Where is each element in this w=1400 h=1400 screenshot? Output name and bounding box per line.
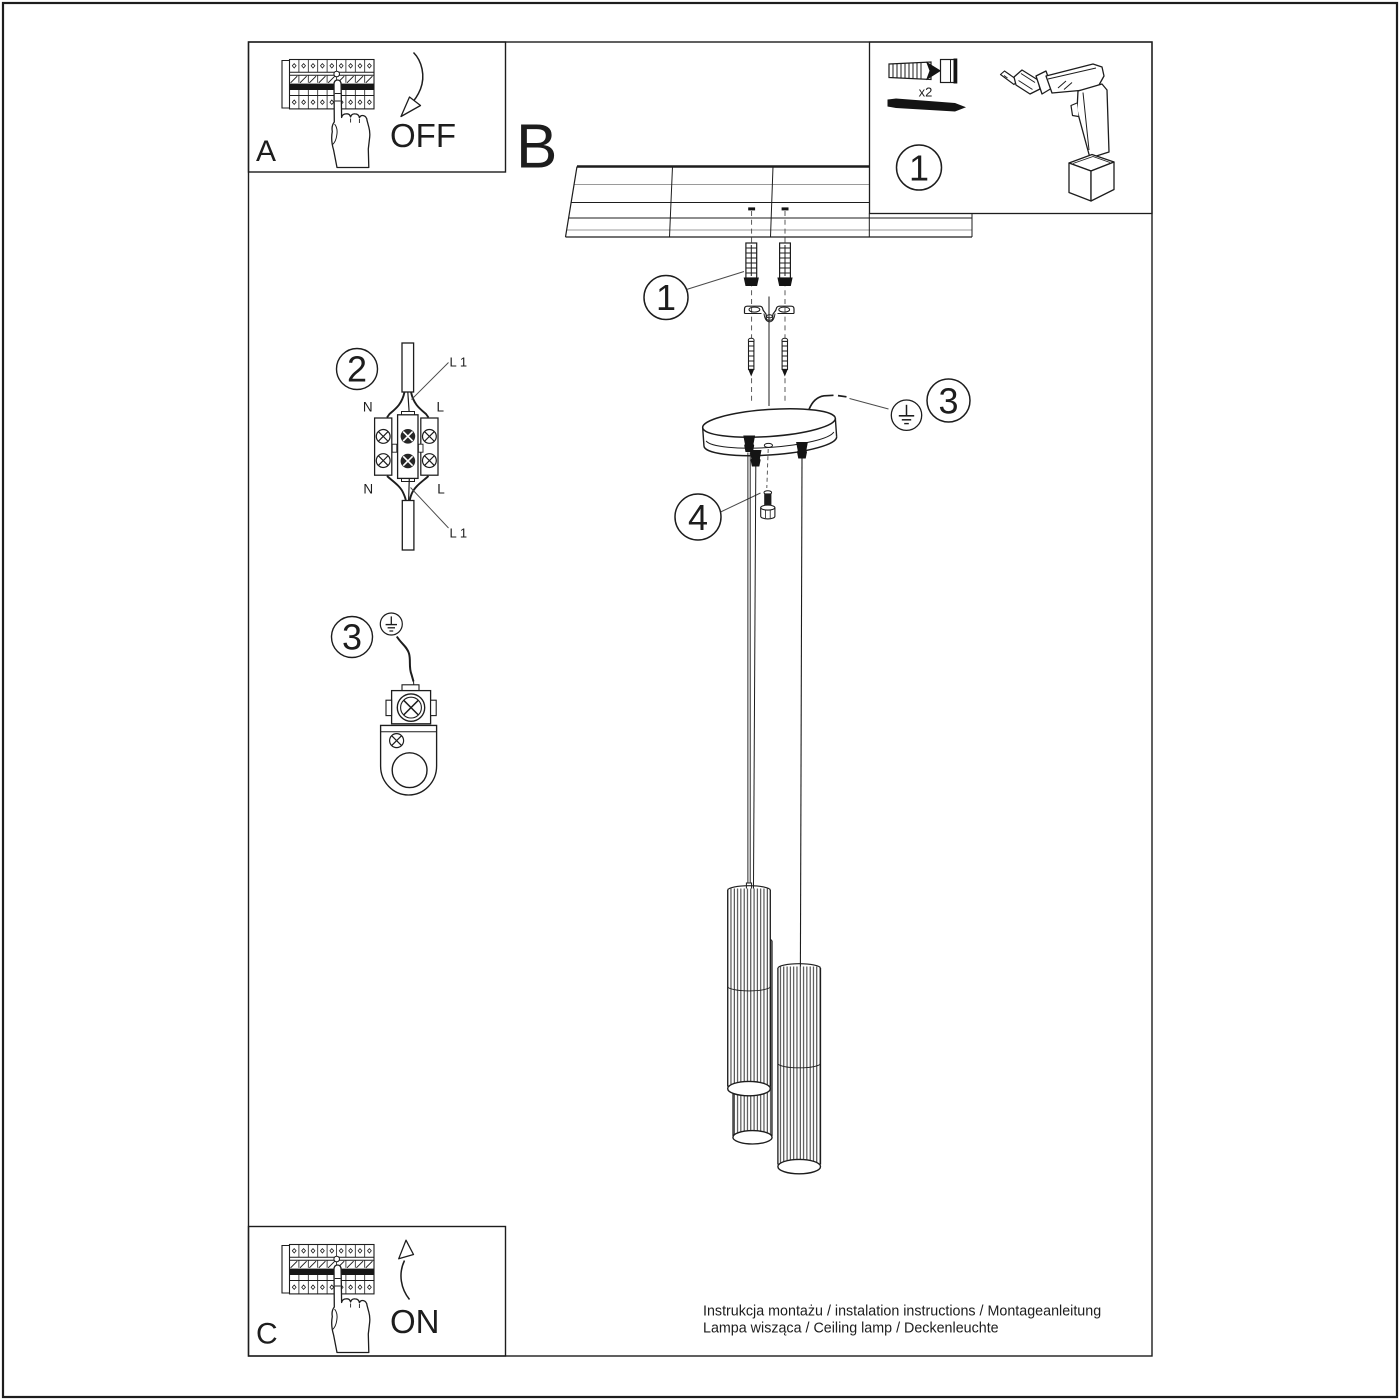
ground-symbol-main-icon [891,400,921,430]
live-label-top: L [436,399,444,415]
cable-sheath-bottom [402,501,414,551]
callout-4-number: 4 [687,497,709,538]
ceiling-canopy [702,405,838,460]
footer-line1: Instrukcja montażu / instalation instructions / Montageanleitung [703,1303,1102,1320]
neutral-label-top: N [362,399,373,415]
drill-icon [1001,64,1115,201]
callout-3-number: 3 [938,380,959,422]
cord-gland-left [743,436,755,453]
quantity-label: x2 [918,84,933,100]
callout-3-detail-number: 3 [341,616,363,658]
grounding-detail [332,613,437,795]
footer-line2: Lampa wisząca / Ceiling lamp / Deckenleuchte [703,1320,999,1337]
cord-gland-right [796,442,808,459]
panel-a [249,42,506,172]
canopy-screw-right-icon [782,338,788,376]
panel-c-label: C [256,1317,278,1351]
pendant-shade-right [778,964,821,1174]
footer-text [703,1304,1101,1337]
callout-1-number: 1 [655,277,677,318]
ceiling-hole-right [782,207,789,210]
panel-a-label: A [256,135,277,168]
cord-gland-middle [750,450,762,467]
off-arrow-icon [401,53,423,117]
screw-part-icon [888,99,967,112]
cable-sheath-top [402,343,414,392]
parts-panel [870,42,1153,214]
canopy-screw-left-icon [748,338,754,376]
wiring-detail [337,343,468,550]
ceiling-hole-left [748,207,755,210]
wall-plug-part-icon [889,59,957,84]
ground-symbol-detail-icon [380,613,402,635]
callout-2-number: 2 [346,348,368,390]
main-frame [249,42,1153,1356]
line-label-top: L 1 [449,354,468,370]
pendant-shade-tall [728,883,771,1096]
wall-plug-right-icon [777,243,792,286]
parts-step-number: 1 [908,147,930,189]
ground-wire [809,395,889,409]
callout-1 [644,272,744,320]
wall-plug-left-icon [744,243,759,286]
ground-bracket-body [381,725,437,795]
on-label: ON [390,1303,440,1340]
on-arrow-icon [399,1240,414,1299]
terminal-middle [398,415,418,479]
off-label: OFF [390,117,456,154]
callout-3-main [927,379,970,422]
page-border [3,3,1397,1397]
line-label-bottom: L 1 [449,525,468,541]
canopy-center-hole [764,443,772,447]
panel-c [249,1227,506,1357]
cord-screw-icon [761,491,775,519]
live-label-bottom: L [437,481,445,497]
neutral-label-bottom: N [363,481,374,497]
section-b-label: B [516,112,558,182]
